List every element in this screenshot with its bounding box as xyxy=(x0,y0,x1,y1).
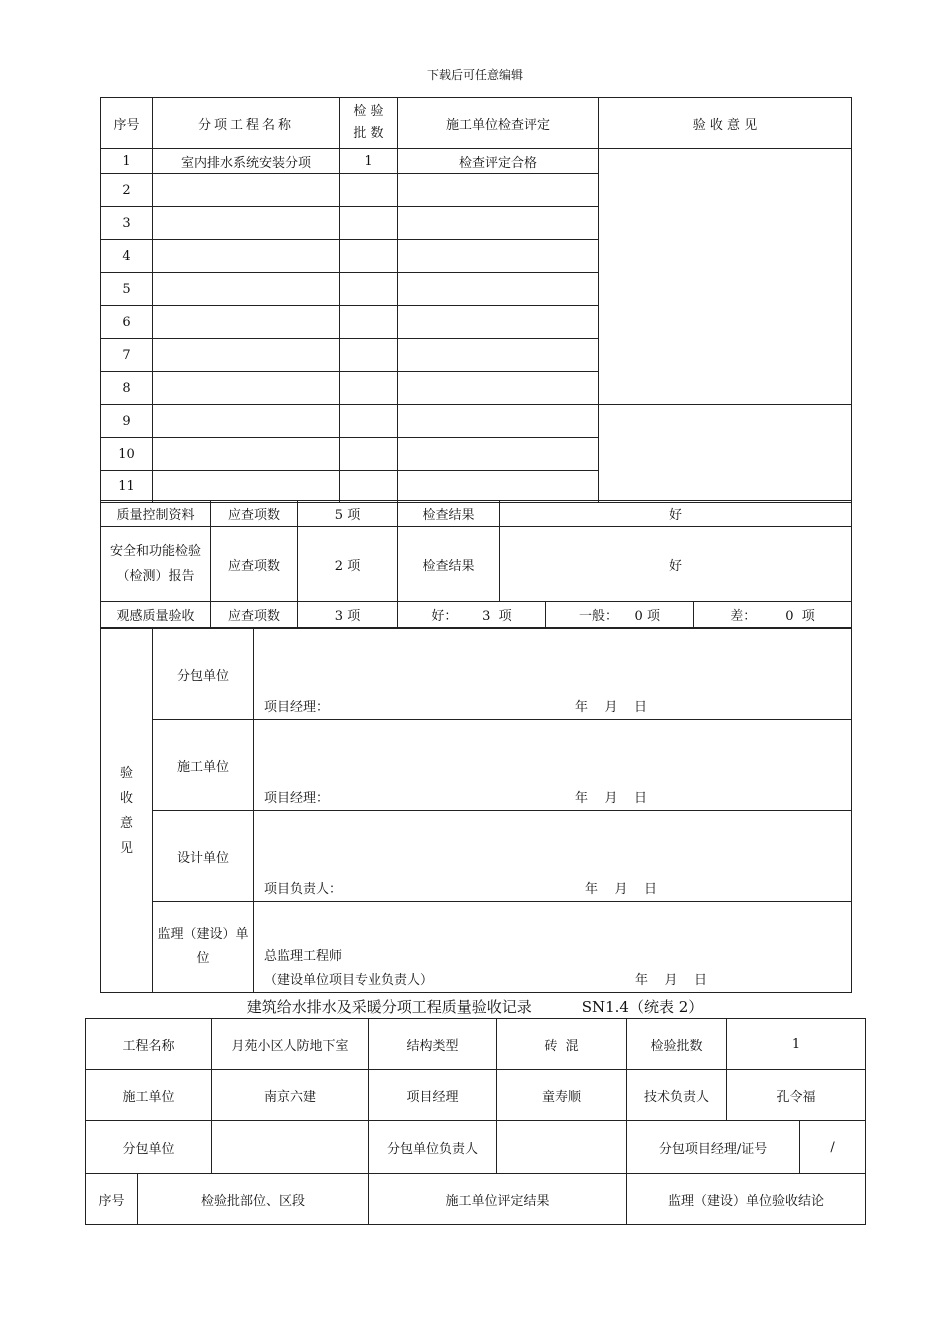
row-no: 8 xyxy=(101,372,153,405)
subcontract-sign-cell xyxy=(254,629,852,720)
row-no: 11 xyxy=(101,471,153,503)
summary-table xyxy=(100,500,852,628)
tech-label: 技术负责人 xyxy=(627,1070,727,1121)
row-no: 10 xyxy=(101,438,153,471)
safety-count-label: 应查项数 xyxy=(211,527,298,602)
pm-value: 童寿顺 xyxy=(497,1070,627,1121)
project-name-label: 工程名称 xyxy=(86,1019,212,1070)
acceptance-side-label: 验 收 意 见 xyxy=(101,629,153,993)
sub-pm-label: 分包项目经理/证号 xyxy=(627,1121,800,1174)
sub-head-label: 分包单位负责人 xyxy=(369,1121,497,1174)
batch-value: 1 xyxy=(727,1019,866,1070)
supervision-date: 年 月 日 xyxy=(634,973,707,988)
acceptance-table xyxy=(100,628,852,993)
appearance-count-label: 应查项数 xyxy=(211,602,298,628)
row-1-no: 1 xyxy=(101,149,153,174)
subcontract-label: 分包单位 xyxy=(153,629,254,720)
header-note: 下载后可任意编辑 xyxy=(426,68,523,82)
row-no: 6 xyxy=(101,306,153,339)
row-no: 4 xyxy=(101,240,153,273)
col-part: 检验批部位、区段 xyxy=(138,1174,369,1225)
row-1-name: 室内排水系统安装分项 xyxy=(153,149,340,174)
construction-date: 年 月 日 xyxy=(574,791,647,806)
design-label: 设计单位 xyxy=(153,811,254,902)
design-sign-cell xyxy=(254,811,852,902)
safety-count: 2 项 xyxy=(298,527,398,602)
design-signer: 项目负责人： xyxy=(264,882,343,897)
form2-table xyxy=(85,1018,866,1225)
header-eval: 施工单位检查评定 xyxy=(398,98,599,149)
appearance-count: 3 项 xyxy=(298,602,398,628)
safety-label: 安全和功能检验（检测）报告 xyxy=(101,527,211,602)
header-name: 分项工程名称 xyxy=(153,98,340,149)
row-no: 9 xyxy=(101,405,153,438)
quality-count-label: 应查项数 xyxy=(211,501,298,527)
appearance-normal: 一般： 0 项 xyxy=(546,602,694,628)
supervision-signer-line2: （建设单位项目专业负责人） xyxy=(264,973,434,988)
contractor-value: 南京六建 xyxy=(212,1070,369,1121)
form2-title: 建筑给水排水及采暖分项工程质量验收记录 xyxy=(246,998,532,1016)
sub-head-value xyxy=(497,1121,627,1174)
header-count: 检 验 批 数 xyxy=(340,98,398,149)
structure-label: 结构类型 xyxy=(369,1019,497,1070)
opinion-cell-upper xyxy=(599,149,852,405)
appearance-poor: 差： 0 项 xyxy=(694,602,852,628)
row-no: 2 xyxy=(101,174,153,207)
batch-label: 检验批数 xyxy=(627,1019,727,1070)
contractor-label: 施工单位 xyxy=(86,1070,212,1121)
project-name: 月苑小区人防地下室 xyxy=(212,1019,369,1070)
subcontract-signer: 项目经理： xyxy=(264,700,330,715)
safety-result: 好 xyxy=(500,527,852,602)
quality-result: 好 xyxy=(500,501,852,527)
sub-pm-value: / xyxy=(800,1121,866,1174)
construction-signer: 项目经理： xyxy=(264,791,330,806)
appearance-good: 好： 3 项 xyxy=(398,602,546,628)
col-no: 序号 xyxy=(86,1174,138,1225)
supervision-label: 监理（建设）单 位 xyxy=(153,902,254,993)
structure-value: 砖 混 xyxy=(497,1019,627,1070)
quality-result-label: 检查结果 xyxy=(398,501,500,527)
construction-sign-cell xyxy=(254,720,852,811)
row-no: 7 xyxy=(101,339,153,372)
row-1-count: 1 xyxy=(340,149,398,174)
row-no: 5 xyxy=(101,273,153,306)
supervision-sign-cell xyxy=(254,902,852,993)
row-no: 3 xyxy=(101,207,153,240)
header-no: 序号 xyxy=(101,98,153,149)
quality-count: 5 项 xyxy=(298,501,398,527)
design-date: 年 月 日 xyxy=(584,882,657,897)
opinion-cell-lower xyxy=(599,405,852,503)
sub-label: 分包单位 xyxy=(86,1121,212,1174)
col-conclusion: 监理（建设）单位验收结论 xyxy=(627,1174,866,1225)
supervision-signer-line1: 总监理工程师 xyxy=(264,949,343,964)
safety-result-label: 检查结果 xyxy=(398,527,500,602)
col-result: 施工单位评定结果 xyxy=(369,1174,627,1225)
form2-code: SN1.4（统表 2） xyxy=(581,998,704,1016)
form2-title-line xyxy=(0,996,950,1017)
subcontract-date: 年 月 日 xyxy=(574,700,647,715)
quality-label: 质量控制资料 xyxy=(101,501,211,527)
pm-label: 项目经理 xyxy=(369,1070,497,1121)
row-1-eval: 检查评定合格 xyxy=(398,149,599,174)
sub-value xyxy=(212,1121,369,1174)
tech-value: 孔令福 xyxy=(727,1070,866,1121)
header-opinion: 验 收 意 见 xyxy=(599,98,852,149)
appearance-label: 观感质量验收 xyxy=(101,602,211,628)
construction-label: 施工单位 xyxy=(153,720,254,811)
items-table xyxy=(100,97,852,503)
